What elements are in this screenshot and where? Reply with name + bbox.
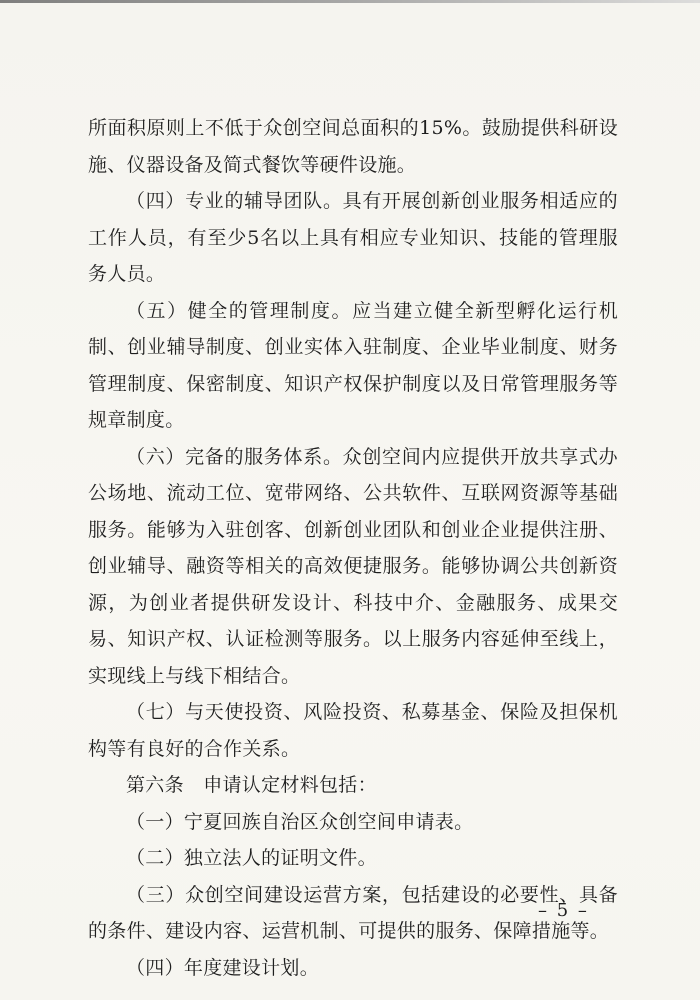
page-number: – 5 – <box>538 900 589 921</box>
article-6-heading: 第六条 申请认定材料包括： <box>126 774 377 796</box>
paragraph-item-5: （五）健全的管理制度。应当建立健全新型孵化运行机制、创业辅导制度、创业实体入驻制度、企业毕业制度、财务管理制度、保密制度、知识产权保护制度以及日常管理服务等规章制度。 <box>88 299 618 431</box>
paragraph-continuation: 所面积原则上不低于众创空间总面积的15%。鼓励提供科研设施、仪器设备及简式餐饮等硬件设施。 <box>88 117 618 176</box>
document-body <box>88 110 618 986</box>
paragraph-item-7: （七）与天使投资、风险投资、私募基金、保险及担保机构等有良好的合作关系。 <box>88 701 618 760</box>
scan-top-edge <box>0 0 700 3</box>
material-item-2: （二）独立法人的证明文件。 <box>126 847 377 869</box>
material-item-1: （一）宁夏回族自治区众创空间申请表。 <box>126 810 474 833</box>
material-item-4: （四）年度建设计划。 <box>126 956 320 979</box>
material-item-3: （三）众创空间建设运营方案，包括建设的必要性、具备的条件、建设内容、运营机制、可提供的服务、保障措施等。 <box>88 883 618 942</box>
paragraph-item-4: （四）专业的辅导团队。具有开展创新创业服务相适应的工作人员，有至少5名以上具有相应专业知识、技能的管理服务人员。 <box>88 190 618 285</box>
paragraph-item-6: （六）完备的服务体系。众创空间内应提供开放共享式办公场地、流动工位、宽带网络、公共软件、互联网资源等基础服务。能够为入驻创客、创新创业团队和创业企业提供注册、创业辅导、融资等相关的高效便捷服务。能够协调公共创新资源，为创业者提供研发设计、科技中介、金融服务、成果交易、知识产权、认证检测等服务。以上服务内容延伸至线上，实现线上与线下相结合。 <box>88 445 618 687</box>
